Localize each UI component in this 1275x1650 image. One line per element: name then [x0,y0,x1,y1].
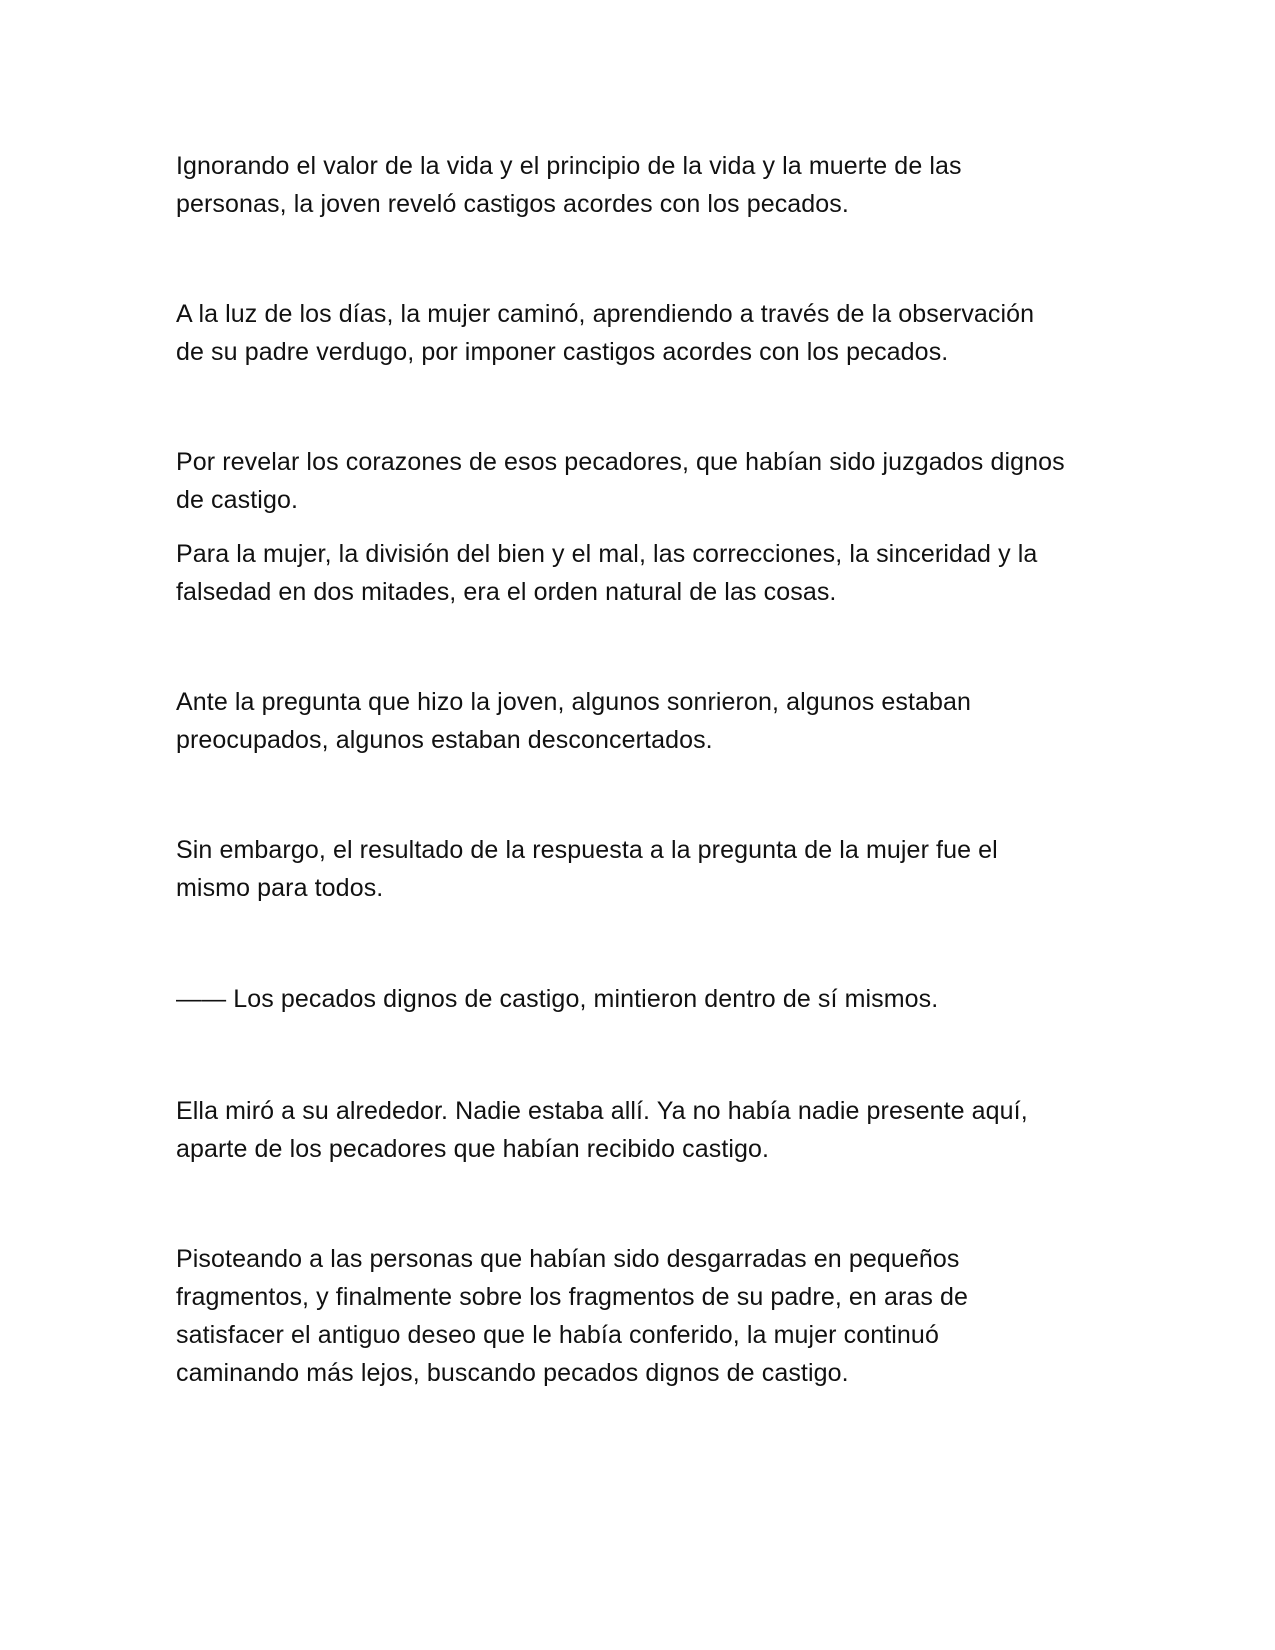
paragraph-4: Para la mujer, la división del bien y el mal, las correcciones, la sinceridad y la falsedad en dos mitades, era el orden natural de las cosas. [176,540,1038,606]
paragraph-2: A la luz de los días, la mujer caminó, aprendiendo a través de la observación de su padre verdugo, por imponer castigos acordes con los pecados. [176,300,1035,366]
paragraph-9: Pisoteando a las personas que habían sido desgarradas en pequeños fragmentos, y finalmente sobre los fragmentos de su padre, en aras de satisfacer el antiguo deseo que le había conferido, la mujer continuó caminando más lejos, buscando pecados dignos de castigo. [176,1245,969,1387]
paragraph-1: Ignorando el valor de la vida y el principio de la vida y la muerte de las personas, la joven reveló castigos acordes con los pecados. [176,152,962,218]
paragraph-8: Ella miró a su alrededor. Nadie estaba allí. Ya no había nadie presente aquí, aparte de los pecadores que habían recibido castigo. [176,1097,1028,1163]
paragraph-5: Ante la pregunta que hizo la joven, algunos sonrieron, algunos estaban preocupados, algunos estaban desconcertados. [176,688,972,754]
paragraph-3: Por revelar los corazones de esos pecadores, que habían sido juzgados dignos de castigo. [176,448,1065,514]
paragraph-7: —— Los pecados dignos de castigo, mintieron dentro de sí mismos. [176,985,939,1013]
paragraph-6: Sin embargo, el resultado de la respuesta a la pregunta de la mujer fue el mismo para todos. [176,836,998,902]
